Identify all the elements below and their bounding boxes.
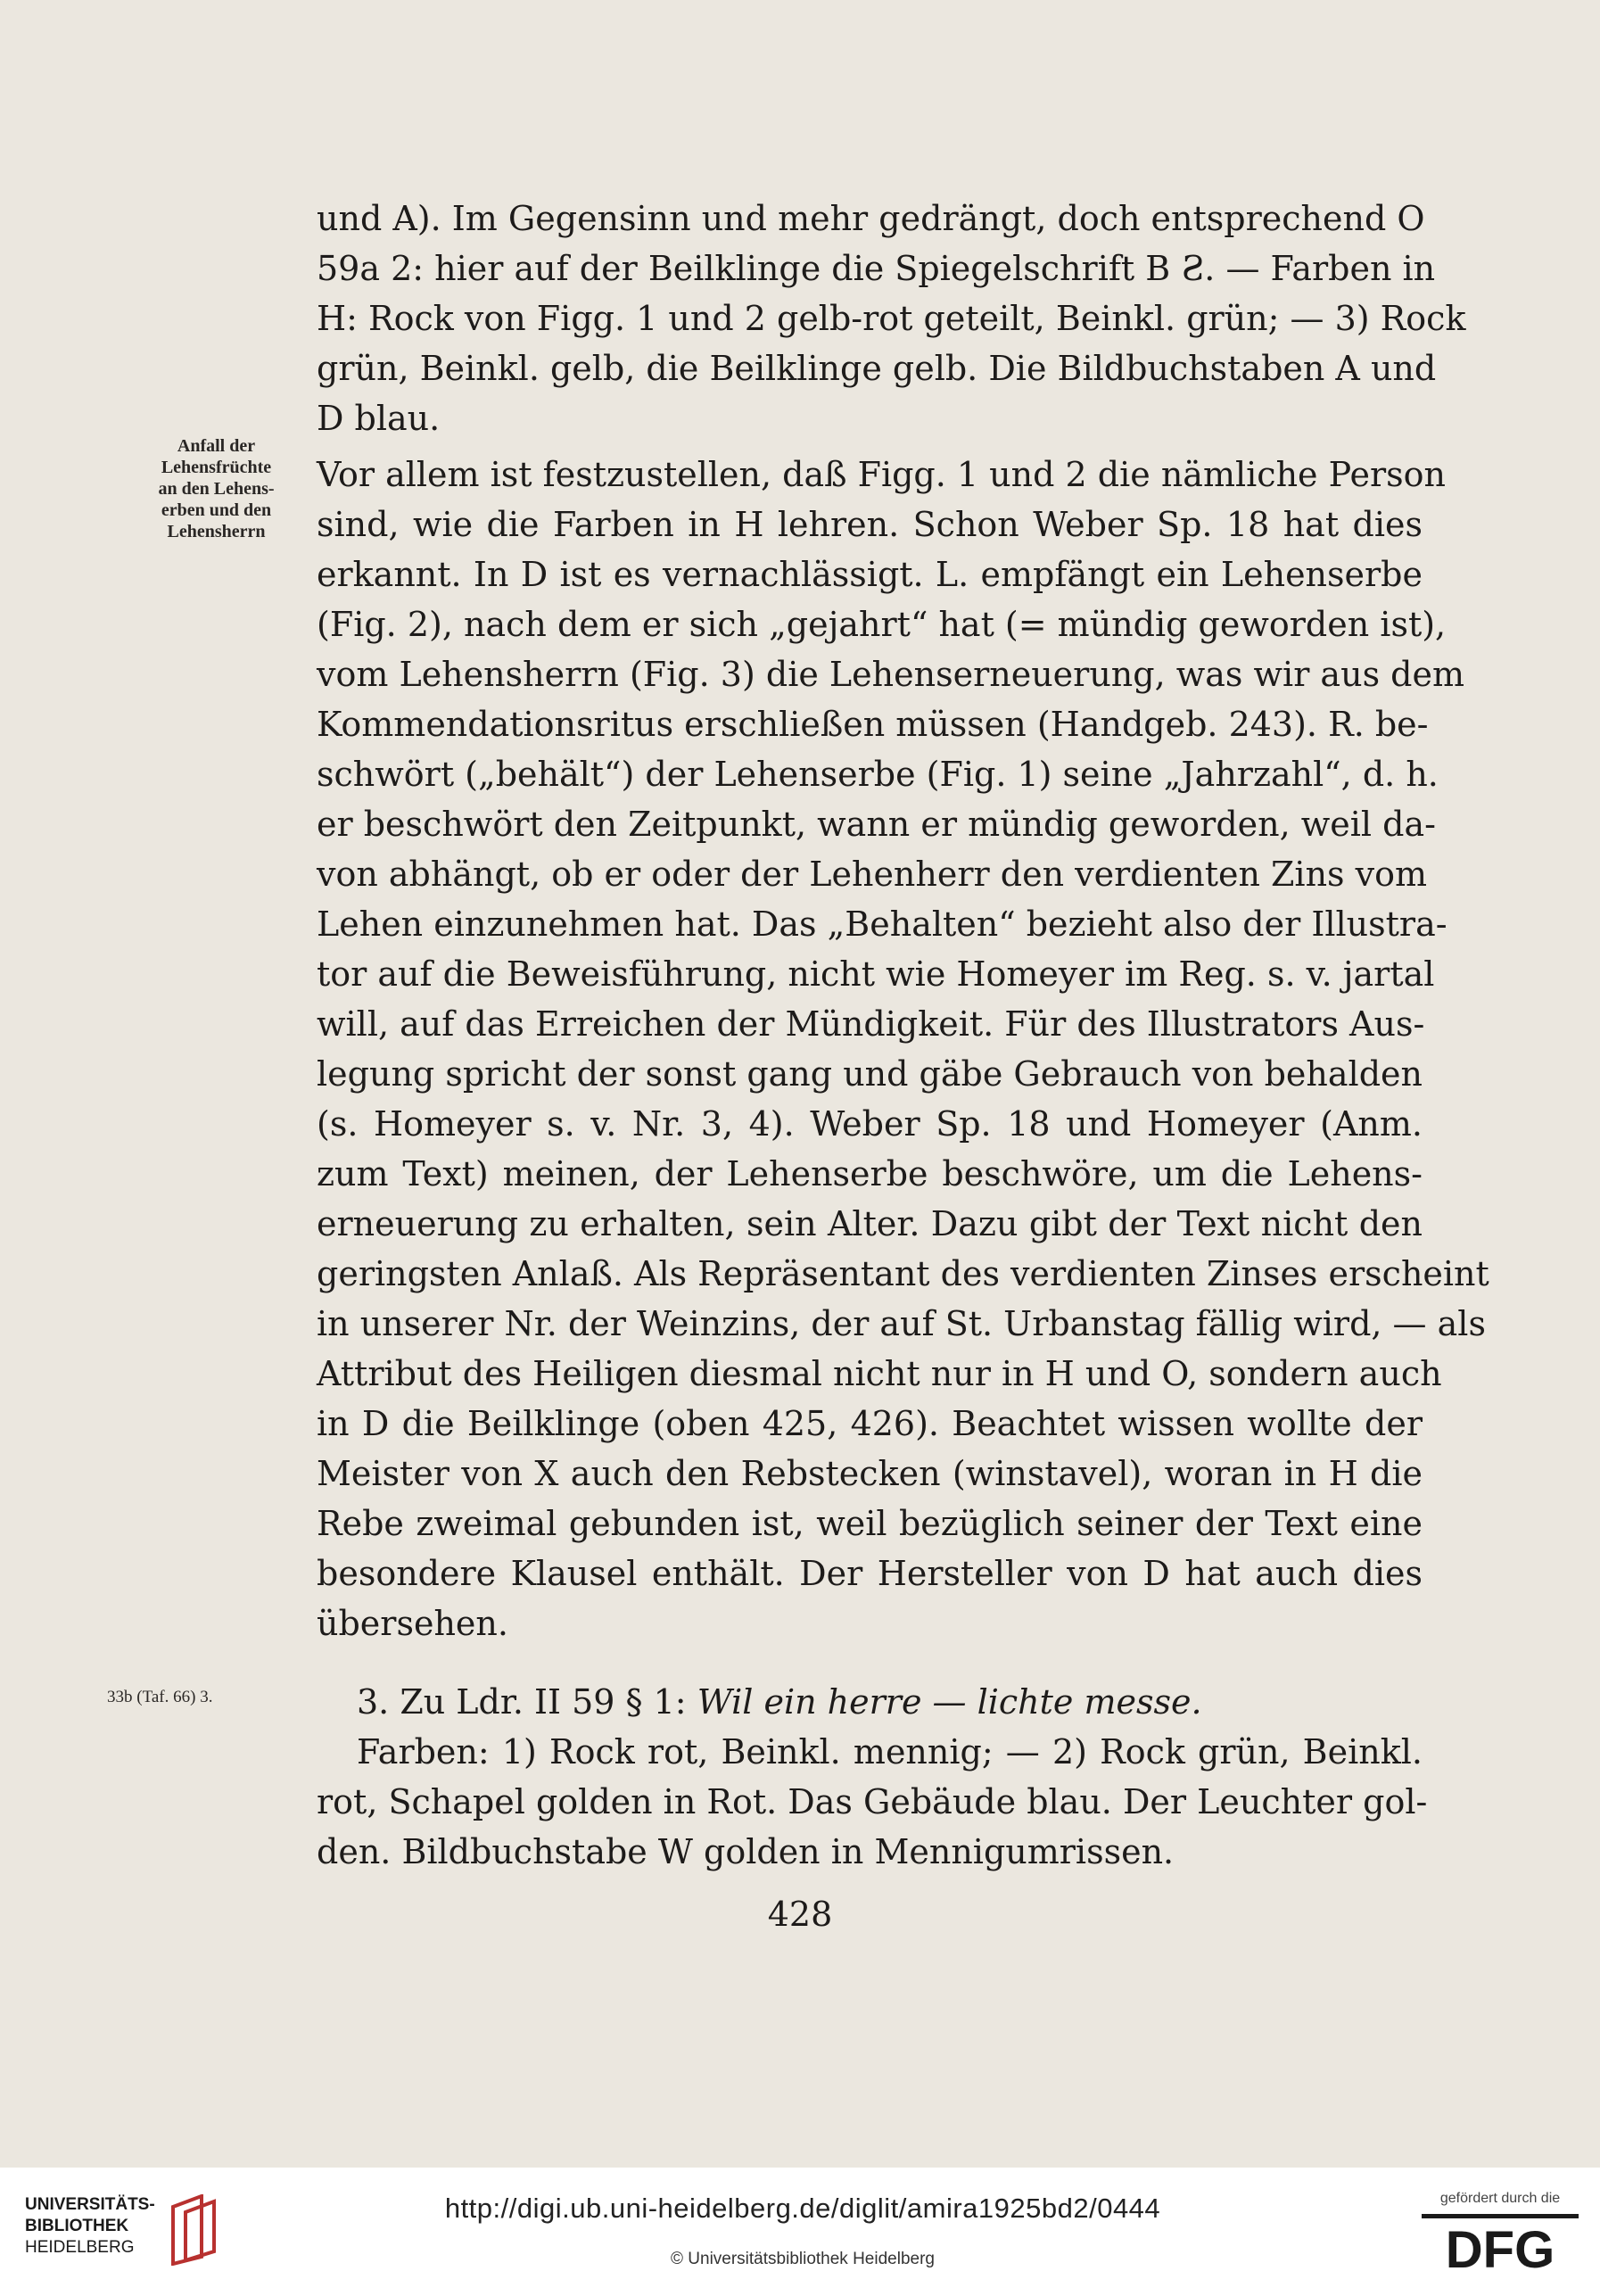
library-logo[interactable]: [25, 2194, 230, 2275]
text-line: Lehen einzunehmen hat. Das „Behalten“ bezieht also der Illustra-: [317, 904, 1447, 944]
footer-bar: [0, 2168, 1600, 2296]
text-line: geringsten Anlaß. Als Repräsentant des verdienten Zinses erscheint: [317, 1254, 1489, 1293]
margin-note-line: Anfall der: [177, 436, 256, 456]
library-name: [25, 2194, 159, 2259]
dfg-sponsor[interactable]: [1420, 2191, 1580, 2279]
text-line: legung spricht der sonst gang und gäbe Gebrauch von behalden: [317, 1054, 1423, 1094]
copyright-notice: © Universitätsbibliothek Heidelberg: [671, 2250, 935, 2268]
library-name-line: UNIVERSITÄTS-: [25, 2195, 155, 2214]
text-line: Rebe zweimal gebunden ist, weil bezüglich seiner der Text eine: [317, 1504, 1423, 1543]
margin-note-line: erben und den: [161, 500, 272, 520]
text-line: H: Rock von Figg. 1 und 2 gelb-rot geteilt, Beinkl. grün; — 3) Rock: [317, 299, 1466, 338]
text-line: Meister von X auch den Rebstecken (winstavel), woran in H die: [317, 1454, 1423, 1493]
text-line: er beschwört den Zeitpunkt, wann er mündig geworden, weil da-: [317, 805, 1436, 844]
section-heading-prefix: 3. Zu Ldr. II 59 § 1:: [357, 1682, 687, 1722]
section-heading-quote: Wil ein herre — lichte messe.: [697, 1682, 1202, 1722]
text-line: übersehen.: [317, 1604, 508, 1643]
library-name-line: HEIDELBERG: [25, 2238, 135, 2257]
library-name-line: BIBLIOTHEK: [25, 2217, 129, 2235]
library-mark-icon: [166, 2194, 228, 2266]
section-heading: [357, 1677, 1202, 1727]
text-line: will, auf das Erreichen der Mündigkeit. Für des Illustrators Aus-: [317, 1004, 1425, 1044]
text-line: erkannt. In D ist es vernachlässigt. L. empfängt ein Lehenserbe: [317, 555, 1423, 594]
text-line: den. Bildbuchstabe W golden in Mennigumrissen.: [317, 1832, 1175, 1871]
text-line: von abhängt, ob er oder der Lehenherr den verdienten Zins vom: [317, 855, 1428, 894]
margin-note: [116, 435, 317, 542]
text-line: (Fig. 2), nach dem er sich „gejahrt“ hat (= mündig geworden ist),: [317, 605, 1447, 644]
text-line: in D die Beilklinge (oben 425, 426). Beachtet wissen wollte der: [317, 1404, 1423, 1443]
margin-note-line: Lehensfrüchte: [161, 458, 272, 477]
document-url-link[interactable]: http://digi.ub.uni-heidelberg.de/diglit/amira1925bd2/0444: [444, 2193, 1161, 2224]
dfg-caption: gefördert durch die: [1439, 2191, 1561, 2206]
text-line: und A). Im Gegensinn und mehr gedrängt, doch entsprechend O: [317, 199, 1425, 238]
text-line: sind, wie die Farben in H lehren. Schon Weber Sp. 18 hat dies: [317, 505, 1423, 544]
text-line: rot, Schapel golden in Rot. Das Gebäude blau. Der Leuchter gol-: [317, 1782, 1428, 1821]
text-line: tor auf die Beweisführung, nicht wie Homeyer im Reg. s. v. jartal: [317, 954, 1435, 994]
margin-note-line: an den Lehens-: [158, 479, 275, 499]
text-line: (s. Homeyer s. v. Nr. 3, 4). Weber Sp. 18 und Homeyer (Anm.: [317, 1104, 1423, 1144]
text-line: schwört („behält“) der Lehenserbe (Fig. 1) seine „Jahrzahl“, d. h.: [317, 755, 1439, 794]
margin-note-line: Lehensherrn: [167, 522, 266, 541]
page-number: 428: [767, 1895, 833, 1934]
dfg-logo-text: DFG: [1445, 2221, 1555, 2275]
text-line: vom Lehensherrn (Fig. 3) die Lehenserneuerung, was wir aus dem: [317, 655, 1464, 694]
text-line: Farben: 1) Rock rot, Beinkl. mennig; — 2) Rock grün, Beinkl.: [357, 1732, 1423, 1772]
text-line: grün, Beinkl. gelb, die Beilklinge gelb. Die Bildbuchstaben A und: [317, 349, 1437, 388]
text-line: Attribut des Heiligen diesmal nicht nur in H und O, sondern auch: [317, 1354, 1442, 1393]
text-line: 59a 2: hier auf der Beilklinge die Spiegelschrift B Ƨ. — Farben in: [317, 249, 1436, 288]
dfg-logo-icon: [1420, 2212, 1580, 2275]
text-line: erneuerung zu erhalten, sein Alter. Dazu gibt der Text nicht den: [317, 1204, 1423, 1243]
section-reference: 33b (Taf. 66) 3.: [107, 1688, 213, 1706]
text-line: Vor allem ist festzustellen, daß Figg. 1 und 2 die nämliche Person: [317, 455, 1446, 494]
text-line: D blau.: [317, 399, 441, 438]
text-line: Kommendationsritus erschließen müssen (Handgeb. 243). R. be-: [317, 705, 1429, 744]
text-line: in unserer Nr. der Weinzins, der auf St. Urbanstag fällig wird, — als: [317, 1304, 1486, 1343]
text-line: besondere Klausel enthält. Der Hersteller von D hat auch dies: [317, 1554, 1423, 1593]
text-line: zum Text) meinen, der Lehenserbe beschwöre, um die Lehens-: [317, 1154, 1423, 1193]
